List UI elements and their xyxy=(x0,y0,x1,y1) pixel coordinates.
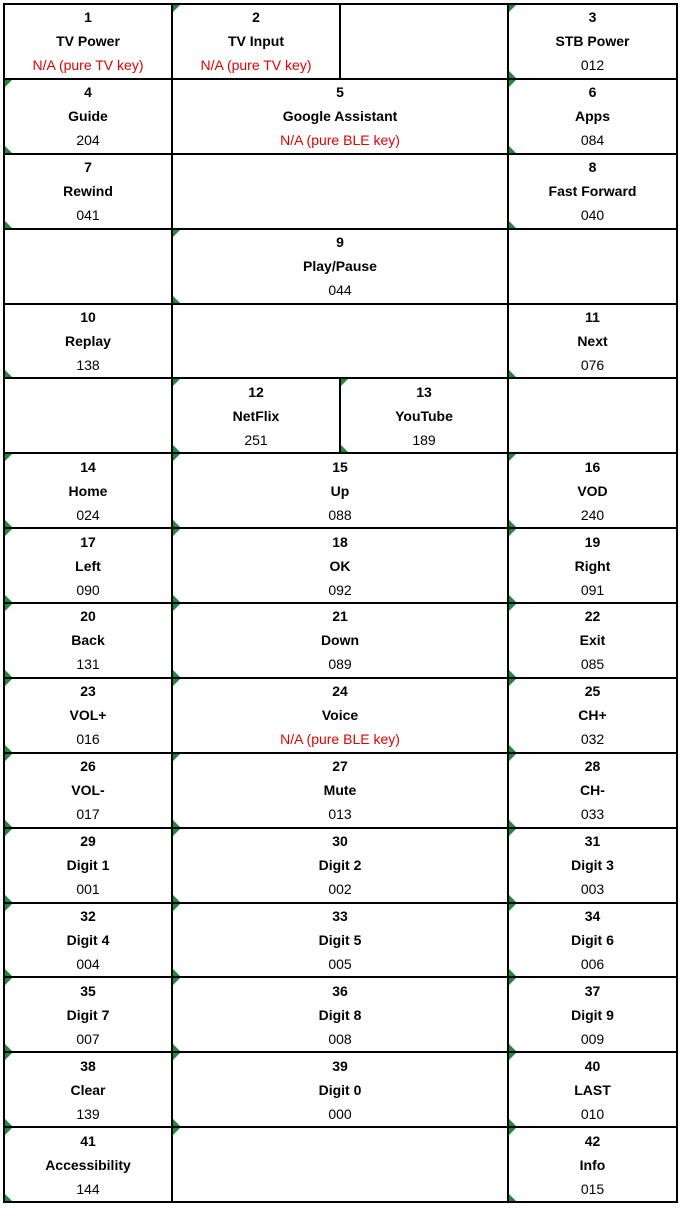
key-cell-31 xyxy=(508,828,677,903)
key-code: 032 xyxy=(580,731,605,748)
table-row xyxy=(4,378,677,453)
key-code: 044 xyxy=(328,282,352,299)
table-row xyxy=(4,603,677,678)
key-label: Exit xyxy=(579,632,606,649)
key-number: 18 xyxy=(332,533,348,550)
key-number: 26 xyxy=(80,758,96,775)
key-number: 13 xyxy=(416,383,432,400)
key-cell-12 xyxy=(172,378,340,453)
key-code: 144 xyxy=(76,1180,100,1197)
key-code: 033 xyxy=(580,806,605,823)
key-label: Digit 4 xyxy=(66,931,110,948)
key-cell-19 xyxy=(508,528,677,603)
key-label: Digit 6 xyxy=(571,931,614,948)
key-label: STB Power xyxy=(555,33,630,50)
key-cell-42 xyxy=(508,1127,677,1202)
key-code: 092 xyxy=(328,581,352,598)
key-cell-1 xyxy=(4,4,172,79)
key-code: 089 xyxy=(328,656,352,673)
key-code: 001 xyxy=(76,881,100,898)
key-code: 008 xyxy=(328,1030,352,1047)
key-code: N/A (pure BLE key) xyxy=(280,132,400,149)
key-number: 20 xyxy=(80,608,96,625)
key-code: 010 xyxy=(580,1105,605,1122)
key-label: Up xyxy=(330,482,350,499)
key-cell-6 xyxy=(508,79,677,154)
key-label: Home xyxy=(68,482,108,499)
key-number: 28 xyxy=(584,758,601,775)
key-cell-41 xyxy=(4,1127,172,1202)
key-cell-14 xyxy=(4,453,172,528)
key-number: 3 xyxy=(588,9,597,26)
key-cell-36 xyxy=(172,977,508,1052)
key-cell-24 xyxy=(172,678,508,753)
key-code: 091 xyxy=(580,581,605,598)
key-number: 14 xyxy=(80,458,96,475)
empty-cell xyxy=(4,378,172,453)
empty-cell xyxy=(340,4,508,79)
key-label: Voice xyxy=(321,707,359,724)
key-number: 39 xyxy=(332,1057,348,1074)
key-code: 084 xyxy=(580,132,605,149)
key-number: 12 xyxy=(248,383,264,400)
key-number: 6 xyxy=(588,84,597,101)
key-label: Google Assistant xyxy=(282,108,398,125)
key-number: 23 xyxy=(80,683,96,700)
key-cell-26 xyxy=(4,753,172,828)
key-code: 041 xyxy=(76,207,100,224)
key-cell-7 xyxy=(4,154,172,229)
key-label: VOL+ xyxy=(69,707,107,724)
key-label: Back xyxy=(71,632,105,649)
key-code: N/A (pure TV key) xyxy=(32,57,144,74)
key-code: 204 xyxy=(76,132,100,149)
key-code: 002 xyxy=(328,881,352,898)
key-label: Info xyxy=(579,1156,606,1173)
key-label: Rewind xyxy=(63,183,113,200)
key-cell-10 xyxy=(4,304,172,379)
table-row xyxy=(4,304,677,379)
key-code: 004 xyxy=(76,955,100,972)
key-cell-39 xyxy=(172,1052,508,1127)
key-number: 22 xyxy=(584,608,601,625)
key-cell-5 xyxy=(172,79,508,154)
key-code: 017 xyxy=(76,806,100,823)
key-number: 30 xyxy=(332,833,348,850)
key-number: 32 xyxy=(80,907,96,924)
key-number: 29 xyxy=(80,833,96,850)
key-cell-18 xyxy=(172,528,508,603)
key-number: 16 xyxy=(584,458,601,475)
key-label: Digit 3 xyxy=(571,857,614,874)
key-label: Digit 2 xyxy=(318,857,362,874)
key-label: Digit 5 xyxy=(318,931,362,948)
key-label: VOD xyxy=(577,482,608,499)
key-number: 33 xyxy=(332,907,348,924)
key-label: Digit 0 xyxy=(318,1081,362,1098)
remote-keymap-table xyxy=(3,3,678,1203)
key-code: 009 xyxy=(580,1030,605,1047)
key-label: NetFlix xyxy=(232,407,280,424)
key-cell-21 xyxy=(172,603,508,678)
key-code: 251 xyxy=(244,431,268,448)
key-code: 006 xyxy=(580,955,605,972)
key-label: Digit 8 xyxy=(318,1006,362,1023)
key-code: 012 xyxy=(580,57,605,74)
key-code: 015 xyxy=(580,1180,605,1197)
key-number: 17 xyxy=(80,533,96,550)
key-number: 10 xyxy=(80,308,96,325)
key-code: N/A (pure BLE key) xyxy=(280,731,400,748)
key-cell-2 xyxy=(172,4,340,79)
key-cell-22 xyxy=(508,603,677,678)
table-row xyxy=(4,903,677,978)
key-cell-37 xyxy=(508,977,677,1052)
empty-cell xyxy=(172,304,508,379)
key-number: 8 xyxy=(588,159,597,176)
key-cell-23 xyxy=(4,678,172,753)
key-code: 000 xyxy=(328,1105,352,1122)
key-code: 189 xyxy=(412,431,436,448)
key-label: Accessibility xyxy=(45,1156,131,1173)
key-cell-40 xyxy=(508,1052,677,1127)
key-cell-3 xyxy=(508,4,677,79)
key-code: 085 xyxy=(580,656,605,673)
key-label: Clear xyxy=(70,1081,106,1098)
empty-cell xyxy=(4,229,172,304)
key-number: 11 xyxy=(585,308,600,325)
key-label: Guide xyxy=(68,108,108,125)
key-cell-4 xyxy=(4,79,172,154)
key-cell-38 xyxy=(4,1052,172,1127)
empty-cell xyxy=(172,154,508,229)
key-label: Mute xyxy=(323,782,357,799)
table-row xyxy=(4,4,677,79)
table-row xyxy=(4,229,677,304)
table-row xyxy=(4,528,677,603)
empty-cell xyxy=(508,229,677,304)
key-number: 25 xyxy=(584,683,601,700)
key-code: 240 xyxy=(580,506,605,523)
key-number: 35 xyxy=(80,982,96,999)
key-cell-20 xyxy=(4,603,172,678)
empty-cell xyxy=(508,378,677,453)
key-code: 139 xyxy=(76,1105,100,1122)
table-row xyxy=(4,154,677,229)
key-cell-27 xyxy=(172,753,508,828)
key-code: 003 xyxy=(580,881,605,898)
key-code: 013 xyxy=(328,806,352,823)
key-number: 31 xyxy=(584,833,601,850)
key-label: Replay xyxy=(65,332,111,349)
key-label: Apps xyxy=(575,108,610,125)
key-code: 138 xyxy=(76,356,100,373)
key-cell-11 xyxy=(508,304,677,379)
key-cell-16 xyxy=(508,453,677,528)
key-label: YouTube xyxy=(395,407,453,424)
key-label: CH- xyxy=(580,782,605,799)
key-code: 090 xyxy=(76,581,100,598)
key-number: 40 xyxy=(584,1057,601,1074)
key-code: 076 xyxy=(580,356,605,373)
empty-cell xyxy=(172,1127,508,1202)
key-number: 34 xyxy=(584,907,601,924)
key-code: 040 xyxy=(580,207,605,224)
table-row xyxy=(4,1052,677,1127)
key-number: 38 xyxy=(80,1057,96,1074)
key-cell-9 xyxy=(172,229,508,304)
key-label: Digit 7 xyxy=(66,1006,110,1023)
key-code: 088 xyxy=(328,506,352,523)
key-label: Digit 9 xyxy=(571,1006,614,1023)
key-cell-8 xyxy=(508,154,677,229)
key-label: Down xyxy=(320,632,360,649)
table-row xyxy=(4,79,677,154)
key-cell-28 xyxy=(508,753,677,828)
key-code: 005 xyxy=(328,955,352,972)
key-cell-29 xyxy=(4,828,172,903)
key-code: 131 xyxy=(76,656,100,673)
table-row xyxy=(4,753,677,828)
key-number: 36 xyxy=(332,982,348,999)
key-cell-25 xyxy=(508,678,677,753)
key-cell-32 xyxy=(4,903,172,978)
key-number: 19 xyxy=(584,533,601,550)
key-cell-34 xyxy=(508,903,677,978)
key-number: 21 xyxy=(332,608,348,625)
key-number: 41 xyxy=(80,1132,96,1149)
key-label: VOL- xyxy=(71,782,105,799)
key-number: 24 xyxy=(332,683,348,700)
table-row xyxy=(4,1127,677,1202)
key-number: 2 xyxy=(252,9,260,26)
key-number: 1 xyxy=(84,9,92,26)
key-number: 5 xyxy=(336,84,344,101)
table-row xyxy=(4,828,677,903)
key-cell-15 xyxy=(172,453,508,528)
key-label: Left xyxy=(75,557,101,574)
key-label: Right xyxy=(574,557,611,574)
table-row xyxy=(4,453,677,528)
key-number: 7 xyxy=(84,159,92,176)
key-label: CH+ xyxy=(578,707,607,724)
key-code: 007 xyxy=(76,1030,100,1047)
key-label: Next xyxy=(577,332,608,349)
key-cell-35 xyxy=(4,977,172,1052)
key-label: TV Power xyxy=(56,33,120,50)
key-number: 4 xyxy=(84,84,92,101)
key-label: LAST xyxy=(574,1081,611,1098)
key-number: 27 xyxy=(332,758,348,775)
key-label: Fast Forward xyxy=(548,183,637,200)
key-cell-30 xyxy=(172,828,508,903)
key-code: 024 xyxy=(76,506,100,523)
key-label: TV Input xyxy=(228,33,284,50)
table-row xyxy=(4,678,677,753)
key-code: N/A (pure TV key) xyxy=(200,57,312,74)
key-number: 9 xyxy=(336,234,344,251)
key-label: Play/Pause xyxy=(303,258,377,275)
key-code: 016 xyxy=(76,731,100,748)
key-label: Digit 1 xyxy=(66,857,110,874)
key-number: 42 xyxy=(584,1132,601,1149)
table-row xyxy=(4,977,677,1052)
key-number: 37 xyxy=(584,982,601,999)
key-number: 15 xyxy=(332,458,348,475)
key-cell-13 xyxy=(340,378,508,453)
key-cell-17 xyxy=(4,528,172,603)
key-label: OK xyxy=(329,557,351,574)
key-cell-33 xyxy=(172,903,508,978)
